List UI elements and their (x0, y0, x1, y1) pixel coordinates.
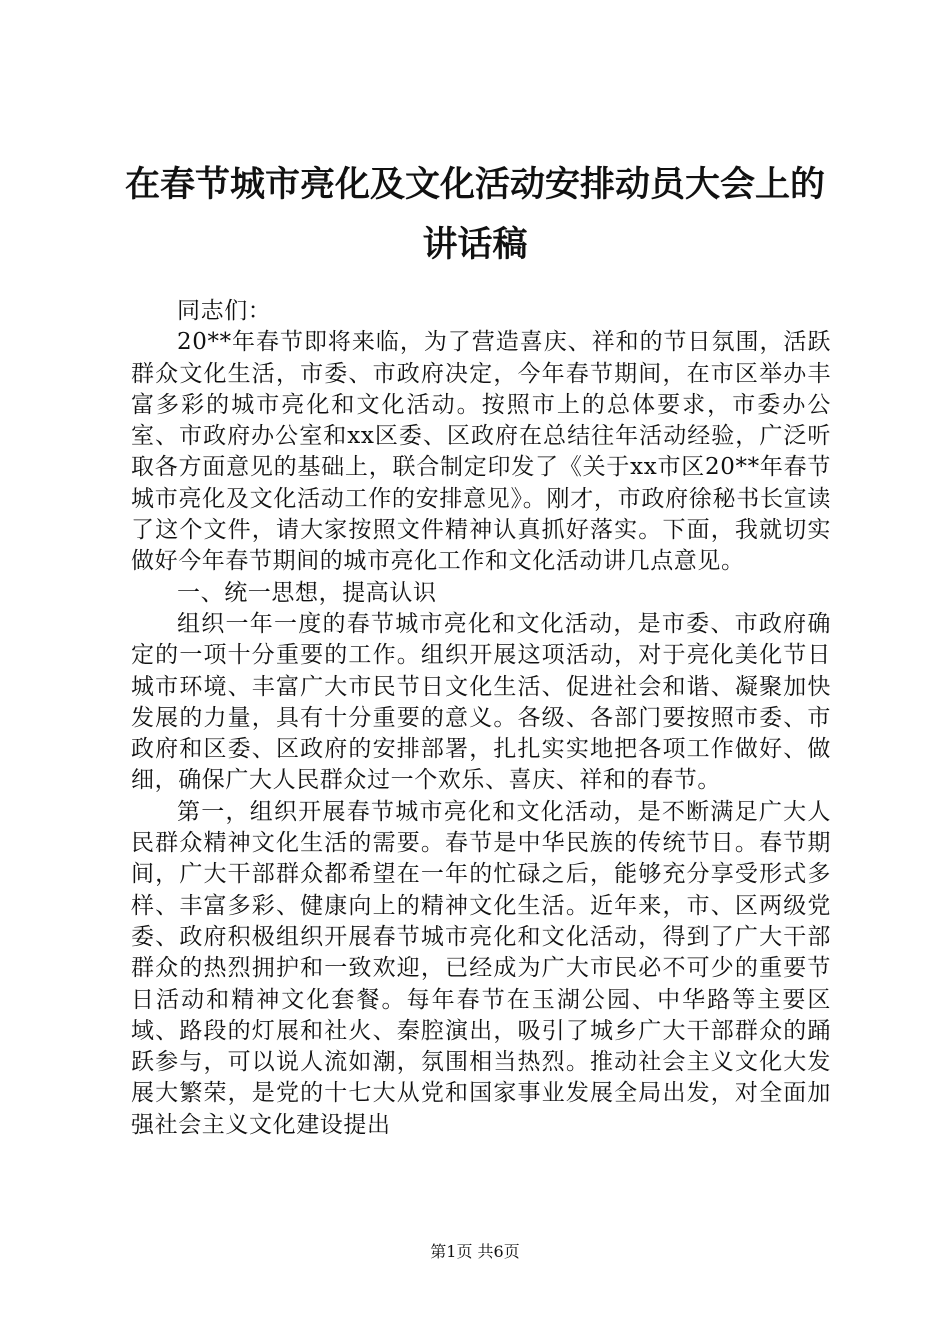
document-title-line-1: 在春节城市亮化及文化活动安排动员大会上的 (124, 165, 825, 205)
section-heading: 一、统一思想，提高认识 (177, 579, 437, 606)
document-title-line-2: 讲话稿 (422, 225, 528, 265)
salutation-paragraph: 同志们： (177, 298, 272, 324)
body-paragraph: 组织一年一度的春节城市亮化和文化活动，是市委、市政府确定的一项十分重要的工作。组织开展这项活动，对于亮化美化节日城市环境、丰富广大市民节日文化生活、促进社会和谐、凝聚加快发展的力量，具有十分重要的意义。各级、各部门要按照市委、市政府和区委、区政府的安排部署，扎扎实实地把各项工作做好、做细，确保广大人民群众过一个欢乐、喜庆、祥和的春节。 (131, 610, 831, 794)
intro-paragraph: 20**年春节即将来临，为了营造喜庆、祥和的节日氛围，活跃群众文化生活，市委、市政府决定，今年春节期间，在市区举办丰富多彩的城市亮化和文化活动。按照市上的总体要求，市委办公室、市政府办公室和xx区委、区政府在总结往年活动经验，广泛听取各方面意见的基础上，联合制定印发了《关于xx市区20**年春节城市亮化及文化活动工作的安排意见》。刚才，市政府徐秘书长宣读了这个文件，请大家按照文件精神认真抓好落实。下面，我就切实做好今年春节期间的城市亮化工作和文化活动讲几点意见。 (131, 329, 831, 575)
page-footer: 第1页 共6页 (430, 1242, 520, 1261)
body-paragraph: 第一，组织开展春节城市亮化和文化活动，是不断满足广大人民群众精神文化生活的需要。春节是中华民族的传统节日。春节期间，广大干部群众都希望在一年的忙碌之后，能够充分享受形式多样、丰富多彩、健康向上的精神文化生活。近年来，市、区两级党委、政府积极组织开展春节城市亮化和文化活动，得到了广大干部群众的热烈拥护和一致欢迎，已经成为广大市民必不可少的重要节日活动和精神文化套餐。每年春节在玉湖公园、中华路等主要区域、路段的灯展和社火、秦腔演出，吸引了城乡广大干部群众的踊跃参与，可以说人流如潮，氛围相当热烈。推动社会主义文化大发展大繁荣，是党的十七大从党和国家事业发展全局出发，对全面加强社会主义文化建设提出 (131, 798, 831, 1138)
document-body (131, 296, 831, 1141)
